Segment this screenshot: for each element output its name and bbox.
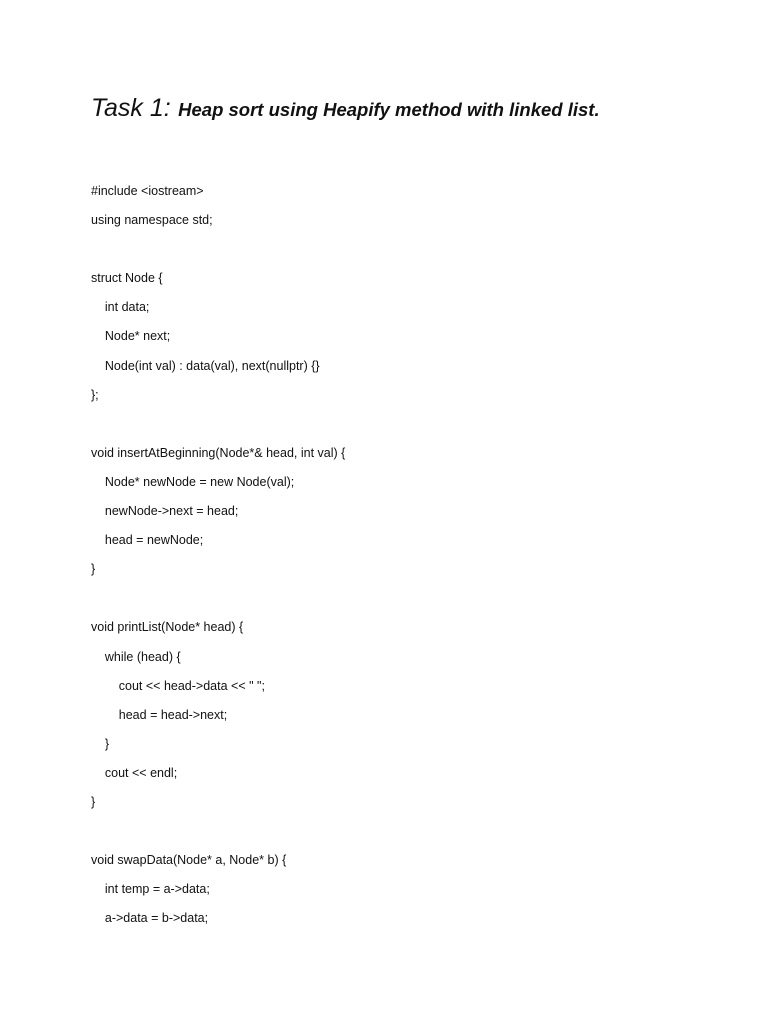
code-line: void swapData(Node* a, Node* b) { (91, 853, 287, 868)
code-blank-line (91, 588, 345, 617)
code-block (91, 181, 345, 937)
task-label: Task 1: (91, 94, 171, 122)
code-line: Node* newNode = new Node(val); (91, 474, 295, 489)
code-line: newNode->next = head; (91, 504, 239, 519)
code-blank-line (91, 414, 345, 443)
code-line: }; (91, 387, 99, 402)
code-blank-line (91, 821, 345, 850)
code-line: int data; (91, 300, 150, 315)
code-line: void insertAtBeginning(Node*& head, int val) { (91, 445, 346, 460)
task-title: Heap sort using Heapify method with linked list. (178, 99, 600, 120)
code-line: struct Node { (91, 271, 163, 286)
code-line: #include <iostream> (91, 184, 204, 198)
code-line: head = newNode; (91, 533, 204, 548)
code-line: cout << head->data << " "; (91, 678, 265, 693)
code-line: cout << endl; (91, 765, 178, 780)
code-line: } (91, 794, 96, 809)
code-blank-line (91, 239, 345, 268)
code-line: Node* next; (91, 329, 171, 344)
code-line: int temp = a->data; (91, 882, 210, 897)
code-line: Node(int val) : data(val), next(nullptr) {} (91, 358, 320, 373)
code-line: a->data = b->data; (91, 911, 209, 926)
code-line: while (head) { (91, 649, 181, 664)
code-line: } (91, 736, 110, 751)
code-line: void printList(Node* head) { (91, 620, 244, 635)
code-line: using namespace std; (91, 213, 213, 228)
task-heading (91, 94, 600, 123)
code-line: head = head->next; (91, 707, 228, 722)
code-line: } (91, 562, 96, 577)
